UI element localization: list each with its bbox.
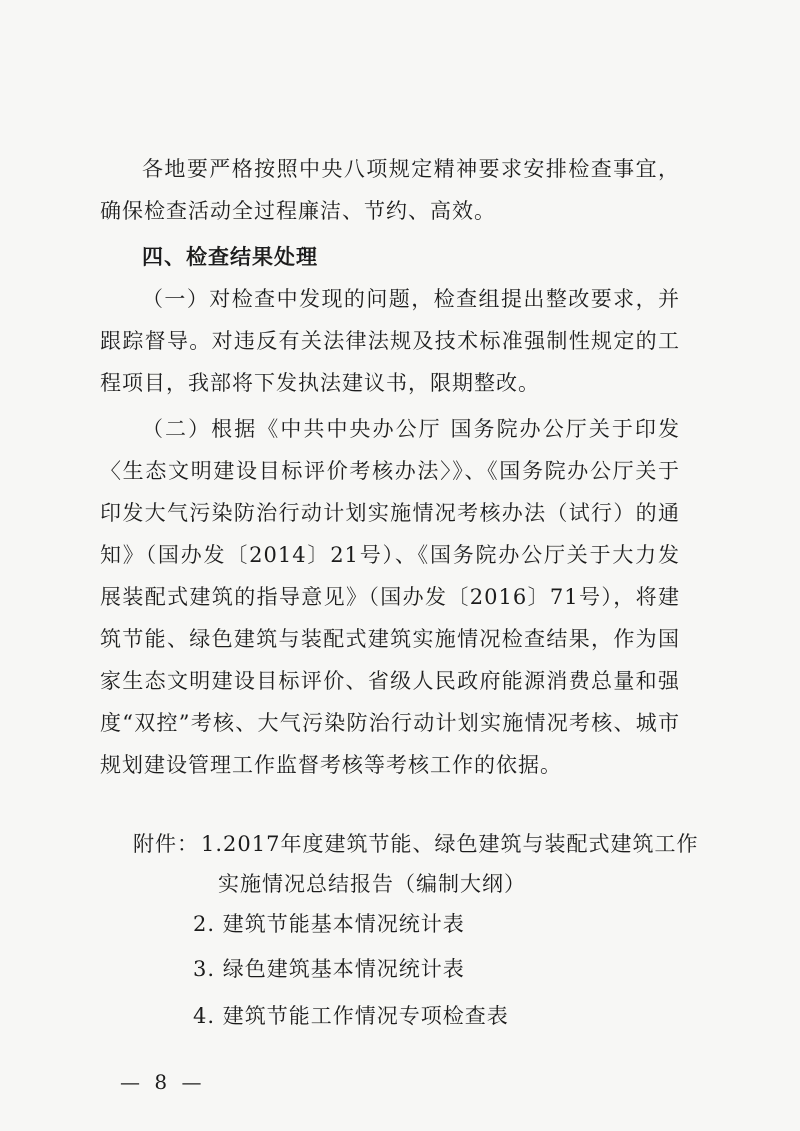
paragraph-assessment-basis (100, 408, 680, 786)
attachment-item-1: 1.2017年度建筑节能、绿色建筑与装配式建筑工作 (201, 832, 699, 856)
section-heading-results (100, 236, 680, 278)
paragraph-text: 各地要严格按照中央八项规定精神要求安排检查事宜，确保检查活动全过程廉洁、节约、高效。 (100, 157, 680, 223)
attachment-item-2: 2. 建筑节能基本情况统计表 (193, 912, 465, 936)
paragraph-rectification (100, 278, 680, 404)
attachment-item-1-continued: 实施情况总结报告（编制大纲） (218, 872, 526, 896)
attachment-item-3: 3. 绿色建筑基本情况统计表 (193, 957, 465, 981)
attachment-item-4: 4. 建筑节能工作情况专项检查表 (193, 1004, 509, 1028)
paragraph-inspection-discipline (100, 148, 680, 232)
page-number: — 8 — (120, 1070, 206, 1094)
paragraph-text: （一）对检查中发现的问题，检查组提出整改要求，并跟踪督导。对违反有关法律法规及技术标准强制性规定的工程项目，我部将下发执法建议书，限期整改。 (100, 287, 680, 395)
section-heading-text: 四、检查结果处理 (142, 244, 318, 269)
attachments-label: 附件： (133, 832, 199, 856)
paragraph-text: （二）根据《中共中央办公厅 国务院办公厅关于印发〈生态文明建设目标评价考核办法〉》、《国务院办公厅关于印发大气污染防治行动计划实施情况考核办法（试行）的通知》（国办发〔2014〕21号）、《国务院办公厅关于大力发展装配式建筑的指导意见》（国办发〔2016〕71号），将建筑节能、绿色建筑与装配式建筑实施情况检查结果，作为国家生态文明建设目标评价、省级人民政府能源消费总量和强度“双控”考核、大气污染防治行动计划实施情况考核、城市规划建设管理工作监督考核等考核工作的依据。 (100, 417, 680, 777)
